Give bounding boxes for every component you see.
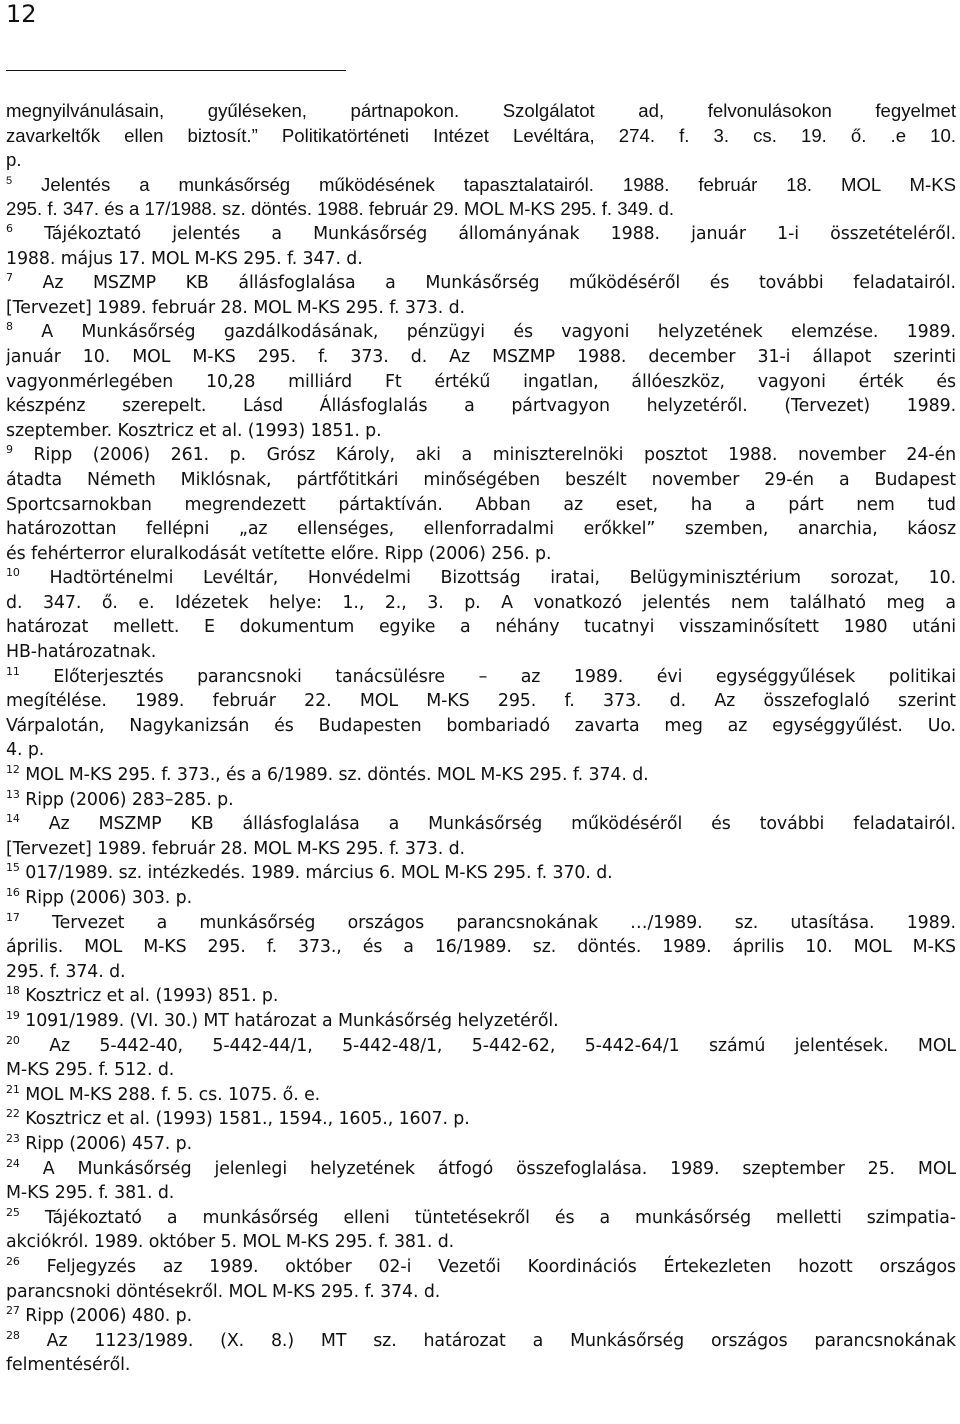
footnote-line [6, 1206, 956, 1231]
footnote-line [6, 591, 956, 616]
footnote-text: Kosztricz et al. (1993) 1581., 1594., 1605., 1607. p. [19, 1109, 470, 1130]
footnote-text: Sportcsarnokban megrendezett pártaktíván. Abban az eset, ha a párt nem tud [6, 494, 956, 515]
footnote-text: 1988. május 17. MOL M-KS 295. f. 347. d. [6, 248, 363, 269]
footnote-number: 28 [6, 1328, 20, 1342]
footnote-line [6, 1230, 956, 1255]
footnote-text: M-KS 295. f. 512. d. [6, 1060, 175, 1081]
footnote-line [6, 419, 956, 444]
footnote-line [6, 345, 956, 370]
footnote-text: megítélése. 1989. február 22. MOL M-KS 295. f. 373. d. Az összefoglaló szerint [6, 691, 956, 712]
footnote-line [6, 1353, 956, 1378]
footnote-number: 27 [6, 1304, 20, 1318]
footnote-line [6, 837, 956, 862]
footnote-text: parancsnoki döntésekről. MOL M-KS 295. f. 374. d. [6, 1281, 441, 1302]
footnote-text: Ripp (2006) 303. p. [19, 888, 193, 908]
footnote-number: 15 [6, 861, 20, 875]
footnote-line [6, 763, 956, 788]
footnote-text: Az 1123/1989. (X. 8.) MT sz. határozat a Munkásőrség országos parancsnokának [19, 1330, 956, 1351]
footnote-line [6, 542, 956, 567]
footnote-text: szeptember. Kosztricz et al. (1993) 1851. p. [6, 420, 382, 441]
footnote-text: akciókról. 1989. október 5. MOL M-KS 295. f. 381. d. [6, 1232, 455, 1253]
footnote-line [6, 1157, 956, 1182]
footnote-text: január 10. MOL M-KS 295. f. 373. d. Az MSZMP 1988. december 31-i állapot szerinti [6, 346, 956, 367]
footnote-line [6, 493, 956, 518]
footnote-number: 12 [6, 763, 20, 777]
footnote-text: vagyonmérlegében 10,28 milliárd Ft értékű ingatlan, állóeszköz, vagyoni érték és [6, 371, 956, 392]
footnote-line [6, 566, 956, 591]
footnote-text: Az MSZMP KB állásfoglalása a Munkásőrség működéséről és további feladatairól. [19, 814, 956, 835]
footnote-line [6, 960, 956, 985]
footnote-line [6, 1132, 956, 1157]
footnote-line [6, 394, 956, 419]
footnote-line [6, 1255, 956, 1280]
footnote-line [6, 640, 956, 665]
footnote-line [6, 1034, 956, 1059]
footnote-text: határozottan fellépni „az ellenséges, ellenforradalmi erőkkel” szemben, anarchia, káosz [6, 519, 956, 540]
footnote-text: A Munkásőrség jelenlegi helyzetének átfogó összefoglalása. 1989. szeptember 25. MOL [19, 1158, 956, 1179]
footnote-text: [Tervezet] 1989. február 28. MOL M-KS 295. f. 373. d. [6, 838, 465, 859]
footnote-line [6, 443, 956, 468]
footnote-number: 20 [6, 1033, 20, 1047]
footnotes-block [6, 99, 956, 1378]
footnote-number: 16 [6, 886, 20, 899]
footnote-text: p. [6, 149, 22, 171]
footnote-line [6, 984, 956, 1009]
footnote-text: Ripp (2006) 457. p. [19, 1133, 193, 1154]
footnote-line [6, 1009, 956, 1034]
footnote-text: Várpalotán, Nagykanizsán és Budapesten bombariadó zavarta meg az egységgyűlést. Uo. [6, 715, 956, 736]
footnote-line [6, 689, 956, 714]
footnote-line [6, 935, 956, 960]
footnote-text: és fehérterror eluralkodását vetítette előre. Ripp (2006) 256. p. [6, 543, 552, 564]
footnote-number: 17 [6, 910, 20, 924]
footnote-line [6, 148, 956, 173]
footnote-text: MOL M-KS 288. f. 5. cs. 1075. ő. e. [19, 1084, 321, 1105]
footnote-line [6, 788, 956, 813]
footnote-text: Tájékoztató a munkásőrség elleni tüntetésekről és a munkásőrség melletti szimpatia- [19, 1207, 956, 1228]
footnote-line [6, 1107, 956, 1132]
footnote-text: 295. f. 374. d. [6, 961, 126, 982]
footnote-number: 18 [6, 984, 20, 998]
footnote-number: 22 [6, 1107, 20, 1121]
footnote-text: Az MSZMP KB állásfoglalása a Munkásőrség működéséről és további feladatairól. [12, 273, 956, 294]
footnote-text: felmentéséről. [6, 1355, 131, 1376]
footnote-line [6, 886, 956, 911]
footnote-number: 9 [6, 443, 13, 457]
footnote-number: 19 [6, 1008, 20, 1022]
footnote-line [6, 812, 956, 837]
footnote-line [6, 665, 956, 690]
footnote-text: Ripp (2006) 283–285. p. [19, 789, 234, 810]
footnote-line [6, 861, 956, 886]
footnote-number: 11 [6, 664, 20, 678]
footnote-text: Ripp (2006) 261. p. Grósz Károly, aki a miniszterelnöki posztot 1988. november 24-én [12, 445, 956, 466]
footnote-line [6, 173, 956, 198]
footnote-separator [6, 70, 346, 71]
footnote-text: Feljegyzés az 1989. október 02-i Vezetői Koordinációs Értekezleten hozott országos [19, 1256, 956, 1277]
footnote-text: A Munkásőrség gazdálkodásának, pénzügyi és vagyoni helyzetének elemzése. 1989. [12, 322, 956, 343]
footnote-number: 10 [6, 566, 20, 580]
footnote-text: április. MOL M-KS 295. f. 373., és a 16/1989. sz. döntés. 1989. április 10. MOL M-KS [6, 937, 956, 958]
footnote-line [6, 911, 956, 936]
footnote-line [6, 1181, 956, 1206]
footnote-line [6, 1304, 956, 1329]
footnote-text: MOL M-KS 295. f. 373., és a 6/1989. sz. döntés. MOL M-KS 295. f. 374. d. [19, 765, 649, 786]
footnote-text: 1091/1989. (VI. 30.) MT határozat a Munkásőrség helyzetéről. [19, 1010, 559, 1031]
footnote-text: Az 5-442-40, 5-442-44/1, 5-442-48/1, 5-442-62, 5-442-64/1 számú jelentések. MOL [19, 1035, 956, 1056]
footnote-number: 21 [6, 1082, 20, 1096]
footnote-number: 8 [6, 320, 13, 334]
footnote-text: határozat mellett. E dokumentum egyike a néhány tucatnyi visszaminősített 1980 utáni [6, 617, 956, 638]
footnote-line [6, 738, 956, 763]
footnote-text: átadta Németh Miklósnak, pártfőtitkári minőségében beszélt november 29-én a Budapest [6, 469, 956, 490]
footnote-text: 4. p. [6, 740, 45, 761]
footnote-number: 5 [6, 174, 13, 187]
footnote-text: Előterjesztés parancsnoki tanácsülésre – az 1989. évi egységgyűlések politikai [19, 666, 956, 687]
page-number: 12 [6, 0, 37, 28]
footnote-line [6, 468, 956, 493]
footnote-text: megnyilvánulásain, gyűléseken, pártnapokon. Szolgálatot ad, felvonulásokon fegyelmet [6, 100, 956, 121]
footnote-line [6, 320, 956, 345]
footnote-line [6, 271, 956, 296]
footnote-text: Jelentés a munkásőrség működésének tapasztalatairól. 1988. február 18. MOL M-KS [12, 173, 956, 195]
footnote-text: 017/1989. sz. intézkedés. 1989. március 6. MOL M-KS 295. f. 370. d. [19, 863, 613, 884]
footnote-line [6, 370, 956, 395]
footnote-line [6, 1058, 956, 1083]
footnote-line [6, 517, 956, 542]
footnote-text: Tervezet a munkásőrség országos parancsnokának …/1989. sz. utasítása. 1989. [19, 912, 956, 933]
footnote-text: Tájékoztató jelentés a Munkásőrség állományának 1988. január 1-i összetételéről. [12, 223, 956, 244]
footnote-text: Hadtörténelmi Levéltár, Honvédelmi Bizottság iratai, Belügyminisztérium sorozat, 10. [19, 568, 956, 589]
footnote-line [6, 615, 956, 640]
footnote-number: 6 [6, 221, 13, 235]
footnote-number: 23 [6, 1131, 20, 1145]
footnote-line [6, 1329, 956, 1354]
footnote-text: Ripp (2006) 480. p. [19, 1306, 193, 1327]
footnote-line [6, 124, 956, 149]
footnote-line [6, 247, 956, 272]
footnote-text: Kosztricz et al. (1993) 851. p. [19, 986, 279, 1007]
footnote-number: 14 [6, 812, 20, 826]
footnote-text: zavarkeltők ellen biztosít.” Politikatörténeti Intézet Levéltára, 274. f. 3. cs. 19. ő. .e 10. [6, 124, 956, 146]
footnote-text: [Tervezet] 1989. február 28. MOL M-KS 295. f. 373. d. [6, 297, 465, 318]
footnote-number: 24 [6, 1156, 20, 1170]
footnote-number: 7 [6, 271, 13, 285]
footnote-line [6, 222, 956, 247]
footnote-number: 13 [6, 787, 20, 801]
footnote-line [6, 1280, 956, 1305]
footnote-text: M-KS 295. f. 381. d. [6, 1183, 175, 1204]
footnote-number: 25 [6, 1205, 20, 1219]
footnote-text: HB-határozatnak. [6, 642, 157, 663]
footnote-line [6, 197, 956, 222]
footnote-line [6, 99, 956, 124]
footnote-line [6, 714, 956, 739]
footnote-number: 26 [6, 1254, 20, 1268]
footnote-text: d. 347. ő. e. Idézetek helye: 1., 2., 3. p. A vonatkozó jelentés nem található meg a [6, 592, 956, 613]
footnote-text: készpénz szerepelt. Lásd Állásfoglalás a pártvagyon helyzetéről. (Tervezet) 1989. [6, 396, 956, 417]
footnote-line [6, 1083, 956, 1108]
footnote-line [6, 296, 956, 321]
footnote-text: 295. f. 347. és a 17/1988. sz. döntés. 1988. február 29. MOL M-KS 295. f. 349. d. [6, 198, 675, 220]
